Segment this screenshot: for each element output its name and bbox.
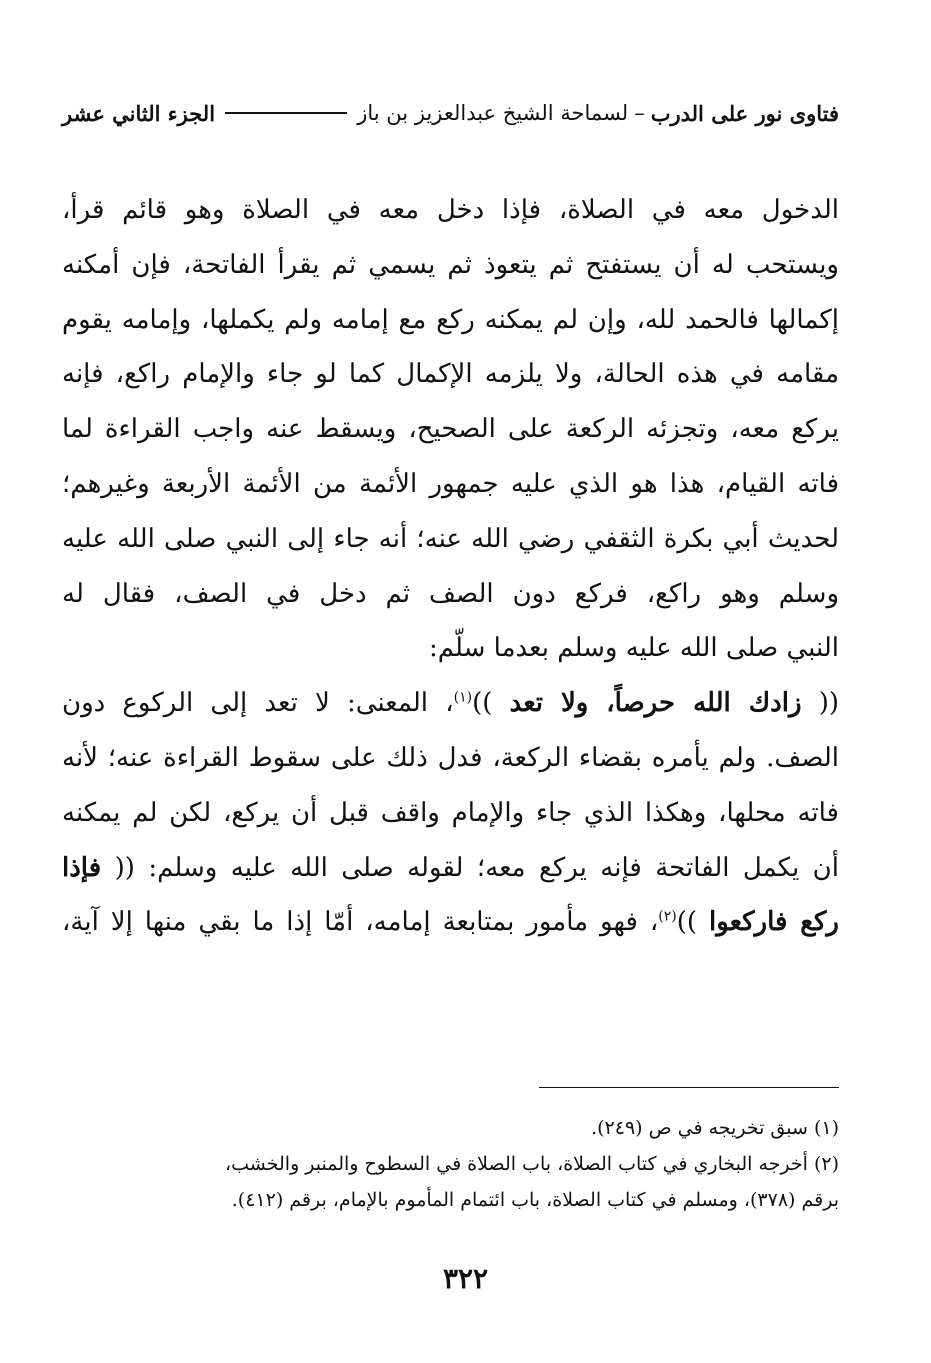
hadith-text: زادك الله حرصاً، ولا تعد (509, 688, 802, 719)
text-line (62, 895, 839, 950)
running-header (62, 93, 839, 133)
header-rule (225, 112, 347, 114)
header-dash: – (634, 101, 645, 125)
text-line: النبي صلى الله عليه وسلم بعدما سلّم: (428, 633, 839, 664)
text-line: لحديث أبي بكرة الثقفي رضي الله عنه؛ أنه جاء إلى النبي صلى الله عليه (62, 523, 839, 554)
text-line: ويستحب له أن يستفتح ثم يتعوذ ثم يسمي ثم يقرأ الفاتحة، فإن أمكنه (62, 249, 839, 280)
hadith-text: فإذا (62, 852, 102, 883)
footnote-2: (٢) أخرجه البخاري في كتاب الصلاة، باب الصلاة في السطوح والمنبر والخشب، (225, 1153, 839, 1175)
book-title: فتاوى نور على الدرب (650, 100, 839, 126)
text-line: وسلم وهو راكع، فركع دون الصف ثم دخل في الصف، فقال له (62, 578, 839, 609)
part-title: الجزء الثاني عشر (62, 100, 216, 126)
hadith-text: ركع فاركعوا (708, 907, 839, 938)
footnote-1: (١) سبق تخريجه في ص (٢٤٩). (591, 1117, 839, 1139)
text-line (62, 841, 839, 896)
text-line: يركع معه، وتجزئه الركعة على الصحيح، ويسقط عنه واجب القراءة لما (62, 414, 839, 445)
main-text (62, 183, 839, 950)
page-number: ٣٢٢ (442, 1262, 489, 1295)
text-line: مقامه في هذه الحالة، ولا يلزمه الإكمال كما لو جاء والإمام راكع، فإنه (62, 359, 839, 390)
footnote-separator (539, 1087, 839, 1088)
text-line-hadith (62, 676, 839, 731)
quote-close: )) (676, 907, 698, 938)
text-line: إكمالها فالحمد لله، وإن لم يمكنه ركع مع إمامه ولم يكملها، وإمامه يقوم (62, 304, 839, 335)
quote-open: (( (818, 688, 840, 719)
footnote-ref-1[interactable]: (١) (453, 689, 473, 706)
text-segment: ، فهو مأمور بمتابعة إمامه، أمّا إذا ما بقي منها إلا آية، (62, 907, 659, 938)
quote-close: )) (472, 688, 493, 719)
footnote-2-continued: برقم (٣٧٨)، ومسلم في كتاب الصلاة، باب ائتمام المأموم بالإمام، برقم (٤١٢). (231, 1189, 839, 1211)
text-line: الدخول معه في الصلاة، فإذا دخل معه في الصلاة وهو قائم قرأ، (62, 195, 839, 225)
text-line: الصف. ولم يأمره بقضاء الركعة، فدل ذلك على سقوط القراءة عنه؛ لأنه (62, 742, 839, 773)
text-line: فاته محلها، وهكذا الذي جاء والإمام واقف قبل أن يركع، لكن لم يمكنه (62, 797, 839, 828)
footnote-ref-2[interactable]: (٢) (658, 908, 677, 925)
text-segment: ، المعنى: لا تعد إلى الركوع دون (62, 688, 454, 719)
footnotes (62, 1110, 839, 1218)
author-name: لسماحة الشيخ عبدالعزيز بن باز (357, 101, 629, 125)
text-line: فاته القيام، هذا هو الذي عليه جمهور الأئمة من الأئمة الأربعة وغيرهم؛ (62, 468, 839, 499)
text-segment: أن يكمل الفاتحة فإنه يركع معه؛ لقوله صلى الله عليه وسلم: (( (114, 852, 839, 883)
